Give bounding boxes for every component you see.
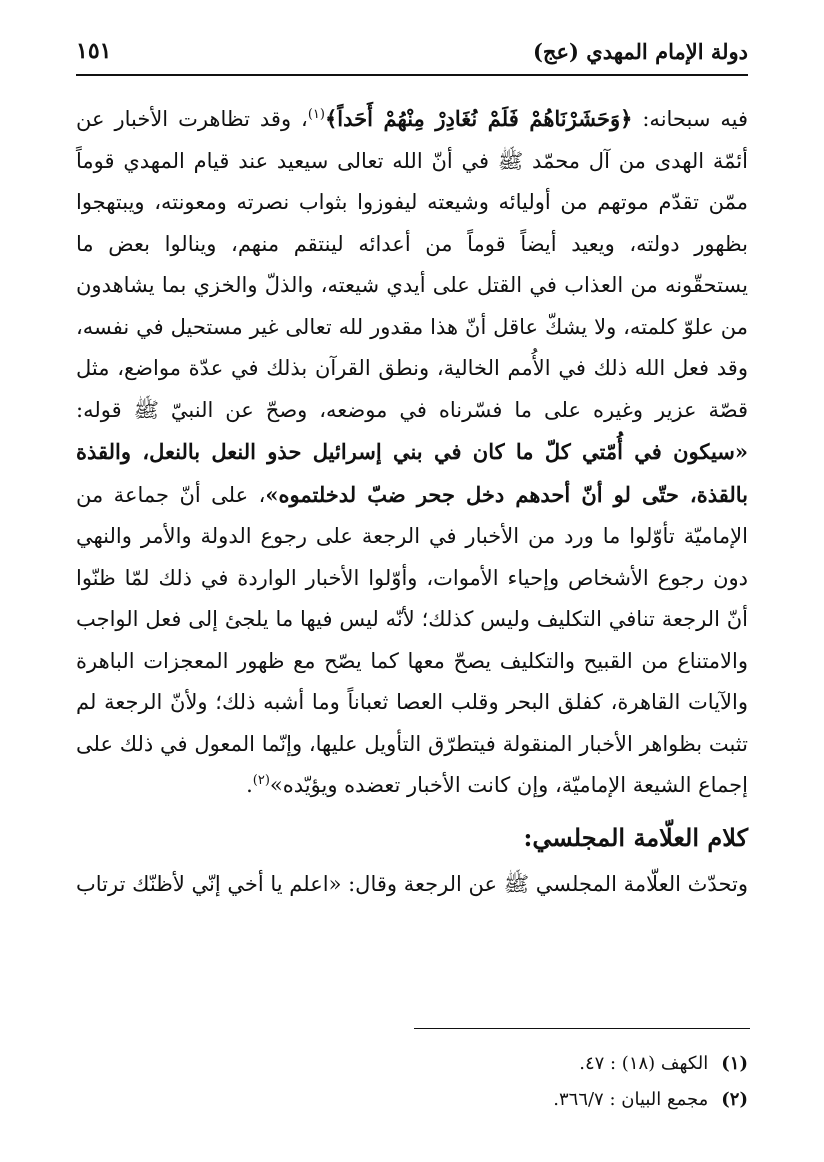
footnote-marker: (٢) (721, 1089, 748, 1110)
quran-bracket-close: ﴾ (324, 106, 338, 131)
paragraph-1-text-b: ، على أنّ جماعة من الإماميّة تأوّلوا ما ورد من الأخبار في الرجعة على رجوع الدولة والأمر والنهي دون رجوع الأشخاص وإحياء الأموات، وأوّلوا الأخبار الواردة في ذلك لمّا ظنّوا أنّ الرجعة تنافي التكليف وليس كذلك؛ لأنّه ليس فيها ما يلجئ إلى فعل الواجب والامتناع من القبيح والتكليف يصحّ معها كما يصّح مع ظهور المعجزات الباهرة والآيات القاهرة، كفلق البحر وقلب العصا ثعباناً وما أشبه ذلك؛ ولأنّ الرجعة لم تثبت بظواهر الأخبار المنقولة فيتطرّق التأويل عليها، وإنّما المعول في ذلك على إجماع الشيعة الإماميّة، وإن كانت الأخبار تعضده ويؤيّده» (76, 482, 748, 797)
footnote-ref-2: (٢) (252, 773, 270, 788)
quran-bracket-open: ﴿ (620, 106, 633, 131)
paragraph-1-intro: فيه سبحانه: (642, 107, 748, 131)
quran-verse: وَحَشَرْنَاهُمْ فَلَمْ نُغَادِرْ مِنْهُمْ أَحَداً (337, 106, 621, 131)
hadith-quote: «سيكون في أُمّتي كلّ ما كان في بني إسرائيل حذو النعل بالنعل، والقذة بالقذة، حتّى لو أنّ أحدهم دخل جحر ضبّ لدخلتموه» (76, 439, 748, 507)
main-text (76, 98, 748, 906)
page-number: ١٥١ (76, 38, 112, 64)
paragraph-2: وتحدّث العلّامة المجلسي ﷺ عن الرجعة وقال: «اعلم يا أخي إنّي لأظنّك ترتاب (76, 872, 748, 896)
page-header (76, 28, 748, 76)
footnote-text: مجمع البيان : ٣٦٦/٧. (553, 1089, 709, 1110)
footnote-divider (414, 1028, 750, 1029)
running-title: دولة الإمام المهدي (عج) (532, 38, 748, 64)
paragraph-1-end: . (246, 773, 253, 797)
footnote-ref-1: (١) (307, 107, 325, 122)
footnote-item (76, 1082, 748, 1118)
footnotes (76, 1046, 748, 1118)
paragraph-1-text-a: ، وقد تظاهرت الأخبار عن أئمّة الهدى من آل محمّد ﷺ في أنّ الله تعالى سيعيد عند قيام المهدي قوماً ممّن تقدّم موتهم من أوليائه وشيعته ليفوزوا بثواب نصرته ومعونته، ويبتهجوا بظهور دولته، ويعيد أيضاً قوماً من أعدائه لينتقم منهم، وينالوا بعض ما يستحقّونه من العذاب في القتل على أيدي شيعته، والذلّ والخزي بما يشاهدون من علوّ كلمته، ولا يشكّ عاقل أنّ هذا مقدور لله تعالى غير مستحيل في نفسه، وقد فعل الله ذلك في الأُمم الخالية، ونطق القرآن بذلك في عدّة مواضع، مثل قصّة عزير وغيره على ما فسّرناه في موضعه، وصحّ عن النبيّ ﷺ قوله: (76, 107, 748, 422)
footnote-item (76, 1046, 748, 1082)
footnote-marker: (١) (721, 1053, 748, 1074)
section-heading: كلام العلّامة المجلسي: (523, 822, 748, 852)
paragraph-1 (76, 98, 748, 807)
footnote-text: الكهف (١٨) : ٤٧. (579, 1053, 709, 1074)
